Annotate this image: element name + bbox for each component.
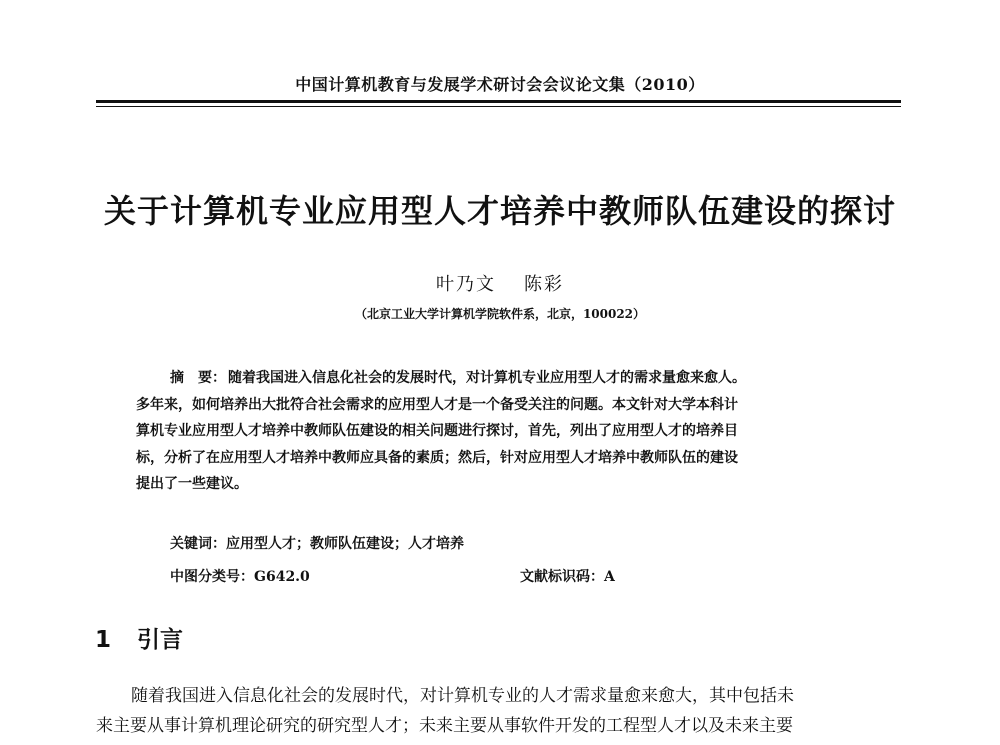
abstract-line xyxy=(136,365,864,392)
author-name: 陈彩 xyxy=(524,274,564,295)
section-number: 1 xyxy=(95,627,112,653)
abstract-line: 多年来，如何培养出大批符合社会需求的应用型人才是一个备受关注的问题。本文针对大学本科计 xyxy=(136,396,738,413)
author-name: 叶乃文 xyxy=(436,274,496,295)
abstract-label: 摘 要： xyxy=(170,370,226,386)
paper-title: 关于计算机专业应用型人才培养中教师队伍建设的探讨 xyxy=(103,192,896,230)
keywords-value: 应用型人才；教师队伍建设；人才培养 xyxy=(226,536,464,552)
body-line: 来主要从事计算机理论研究的研究型人才；未来主要从事软件开发的工程型人才以及未来主要 xyxy=(96,716,793,736)
classification-value: G642.0 xyxy=(254,569,310,585)
running-header: 中国计算机教育与发展学术研讨会会议论文集（2010） xyxy=(295,75,705,94)
abstract-line: 标，分析了在应用型人才培养中教师应具备的素质；然后，针对应用型人才培养中教师队伍的建设 xyxy=(136,449,738,466)
keywords-label: 关键词： xyxy=(170,536,226,552)
abstract-line: 提出了一些建议。 xyxy=(136,476,248,492)
section-title: 引言 xyxy=(137,627,184,653)
document-code-label: 文献标识码： xyxy=(520,569,604,585)
header-rule-thin xyxy=(96,106,901,107)
header-rule-thick xyxy=(96,100,901,103)
section-body xyxy=(96,681,906,741)
abstract-text: 随着我国进入信息化社会的发展时代，对计算机专业应用型人才的需求量愈来愈人。 xyxy=(228,370,746,386)
keywords xyxy=(170,533,464,553)
document-code xyxy=(520,566,615,586)
classification-number xyxy=(170,566,310,586)
section-heading xyxy=(95,621,183,654)
abstract-line: 算机专业应用型人才培养中教师队伍建设的相关问题进行探讨，首先，列出了应用型人才的培养目 xyxy=(136,423,738,439)
author-list xyxy=(0,270,1000,296)
body-line: 随着我国进入信息化社会的发展时代，对计算机专业的人才需求量愈来愈大，其中包括未 xyxy=(131,686,794,706)
author-affiliation: （北京工业大学计算机学院软件系，北京，100022） xyxy=(354,307,646,321)
classification-label: 中图分类号： xyxy=(170,569,254,585)
document-code-value: A xyxy=(604,569,615,585)
abstract xyxy=(136,365,864,498)
